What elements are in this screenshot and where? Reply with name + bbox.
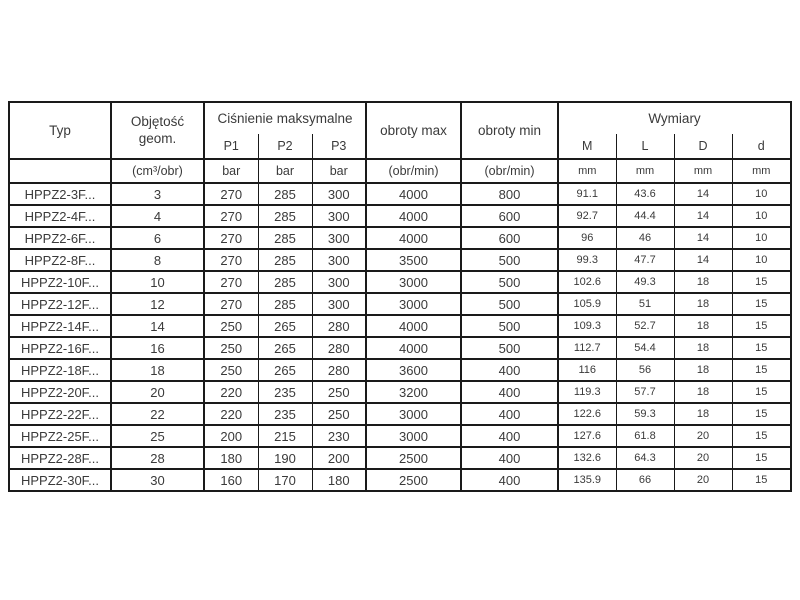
cell-dim-m: 119.3: [558, 381, 616, 403]
cell-dim-l: 54.4: [616, 337, 674, 359]
cell-objetosc-geom: 8: [111, 249, 204, 271]
cell-objetosc-geom: 6: [111, 227, 204, 249]
col-header-p2: P2: [258, 134, 312, 159]
unit-p2: bar: [258, 159, 312, 183]
cell-obroty-max: 3000: [366, 293, 461, 315]
table-row: [9, 337, 791, 359]
unit-dim-l: mm: [616, 159, 674, 183]
col-header-p3: P3: [312, 134, 366, 159]
cell-dim-m: 96: [558, 227, 616, 249]
cell-typ: HPPZ2-30F...: [9, 469, 111, 491]
cell-p3: 250: [312, 381, 366, 403]
table-row: [9, 403, 791, 425]
col-header-dim-d-small: d: [732, 134, 791, 159]
cell-obroty-max: 4000: [366, 205, 461, 227]
cell-dim-d-big: 20: [674, 447, 732, 469]
cell-dim-d-small: 10: [732, 205, 791, 227]
cell-dim-m: 112.7: [558, 337, 616, 359]
cell-dim-d-small: 15: [732, 359, 791, 381]
cell-dim-d-small: 15: [732, 425, 791, 447]
cell-p3: 300: [312, 227, 366, 249]
cell-dim-d-small: 10: [732, 249, 791, 271]
cell-typ: HPPZ2-12F...: [9, 293, 111, 315]
unit-dim-d-big: mm: [674, 159, 732, 183]
cell-p3: 200: [312, 447, 366, 469]
table-row: [9, 315, 791, 337]
col-header-cisnienie-maksymalne: Ciśnienie maksymalne: [204, 102, 366, 134]
cell-dim-d-big: 18: [674, 337, 732, 359]
table-row: [9, 293, 791, 315]
col-header-dim-l: L: [616, 134, 674, 159]
cell-dim-d-big: 18: [674, 359, 732, 381]
cell-dim-l: 44.4: [616, 205, 674, 227]
cell-p2: 170: [258, 469, 312, 491]
unit-objetosc: (cm³/obr): [111, 159, 204, 183]
cell-obroty-min: 600: [461, 205, 558, 227]
cell-dim-d-big: 18: [674, 271, 732, 293]
col-header-p1: P1: [204, 134, 258, 159]
cell-dim-m: 109.3: [558, 315, 616, 337]
cell-obroty-max: 4000: [366, 315, 461, 337]
cell-p3: 280: [312, 315, 366, 337]
cell-dim-l: 49.3: [616, 271, 674, 293]
cell-obroty-min: 500: [461, 249, 558, 271]
table-row: [9, 227, 791, 249]
table-row: [9, 271, 791, 293]
cell-dim-d-small: 15: [732, 381, 791, 403]
cell-dim-d-small: 15: [732, 447, 791, 469]
cell-p3: 230: [312, 425, 366, 447]
cell-p1: 270: [204, 205, 258, 227]
cell-p2: 285: [258, 205, 312, 227]
units-row: [9, 159, 791, 183]
cell-dim-l: 66: [616, 469, 674, 491]
cell-p1: 220: [204, 381, 258, 403]
cell-p1: 270: [204, 227, 258, 249]
cell-p1: 180: [204, 447, 258, 469]
table-header: [9, 102, 791, 183]
cell-dim-d-big: 14: [674, 227, 732, 249]
cell-dim-m: 102.6: [558, 271, 616, 293]
cell-p2: 265: [258, 337, 312, 359]
cell-objetosc-geom: 3: [111, 183, 204, 205]
cell-p1: 270: [204, 293, 258, 315]
cell-p1: 270: [204, 183, 258, 205]
cell-dim-m: 105.9: [558, 293, 616, 315]
header-row-groups: [9, 102, 791, 134]
cell-objetosc-geom: 14: [111, 315, 204, 337]
cell-dim-l: 47.7: [616, 249, 674, 271]
table-row: [9, 425, 791, 447]
cell-p2: 285: [258, 227, 312, 249]
table-row: [9, 447, 791, 469]
cell-dim-m: 127.6: [558, 425, 616, 447]
cell-dim-d-big: 18: [674, 403, 732, 425]
cell-obroty-max: 3600: [366, 359, 461, 381]
cell-dim-m: 132.6: [558, 447, 616, 469]
cell-dim-d-big: 18: [674, 293, 732, 315]
cell-obroty-min: 800: [461, 183, 558, 205]
cell-obroty-max: 4000: [366, 183, 461, 205]
cell-p2: 215: [258, 425, 312, 447]
unit-p1: bar: [204, 159, 258, 183]
cell-typ: HPPZ2-8F...: [9, 249, 111, 271]
cell-obroty-max: 3000: [366, 271, 461, 293]
cell-p1: 250: [204, 337, 258, 359]
table-row: [9, 205, 791, 227]
col-header-objetosc-geom: [111, 102, 204, 159]
cell-obroty-min: 400: [461, 403, 558, 425]
unit-typ: [9, 159, 111, 183]
col-header-obroty-min: obroty min: [461, 102, 558, 159]
cell-p2: 235: [258, 381, 312, 403]
cell-typ: HPPZ2-6F...: [9, 227, 111, 249]
cell-dim-d-big: 14: [674, 183, 732, 205]
cell-objetosc-geom: 20: [111, 381, 204, 403]
objetosc-line2: geom.: [138, 130, 177, 146]
cell-dim-d-small: 15: [732, 271, 791, 293]
cell-obroty-min: 600: [461, 227, 558, 249]
cell-p2: 285: [258, 249, 312, 271]
table-row: [9, 359, 791, 381]
cell-dim-l: 52.7: [616, 315, 674, 337]
col-header-obroty-max: obroty max: [366, 102, 461, 159]
cell-typ: HPPZ2-3F...: [9, 183, 111, 205]
cell-objetosc-geom: 25: [111, 425, 204, 447]
cell-obroty-min: 400: [461, 447, 558, 469]
pump-spec-table: [8, 101, 792, 492]
cell-p3: 300: [312, 249, 366, 271]
cell-dim-d-small: 15: [732, 315, 791, 337]
cell-dim-m: 92.7: [558, 205, 616, 227]
col-header-wymiary: Wymiary: [558, 102, 791, 134]
cell-p3: 180: [312, 469, 366, 491]
cell-dim-d-small: 15: [732, 337, 791, 359]
unit-p3: bar: [312, 159, 366, 183]
cell-objetosc-geom: 22: [111, 403, 204, 425]
cell-objetosc-geom: 16: [111, 337, 204, 359]
unit-obroty-max: (obr/min): [366, 159, 461, 183]
col-header-dim-d-big: D: [674, 134, 732, 159]
cell-dim-m: 91.1: [558, 183, 616, 205]
table-row: [9, 381, 791, 403]
cell-obroty-max: 3000: [366, 403, 461, 425]
cell-typ: HPPZ2-25F...: [9, 425, 111, 447]
cell-dim-d-big: 18: [674, 315, 732, 337]
cell-obroty-min: 500: [461, 271, 558, 293]
cell-obroty-max: 3200: [366, 381, 461, 403]
cell-p2: 265: [258, 315, 312, 337]
cell-objetosc-geom: 28: [111, 447, 204, 469]
cell-typ: HPPZ2-22F...: [9, 403, 111, 425]
cell-dim-d-small: 15: [732, 293, 791, 315]
cell-p2: 285: [258, 183, 312, 205]
cell-dim-d-big: 14: [674, 205, 732, 227]
cell-dim-d-big: 20: [674, 469, 732, 491]
cell-dim-d-big: 14: [674, 249, 732, 271]
cell-p3: 250: [312, 403, 366, 425]
cell-dim-l: 56: [616, 359, 674, 381]
cell-dim-l: 43.6: [616, 183, 674, 205]
cell-p2: 190: [258, 447, 312, 469]
cell-p3: 280: [312, 337, 366, 359]
cell-dim-l: 51: [616, 293, 674, 315]
cell-p1: 160: [204, 469, 258, 491]
cell-p2: 265: [258, 359, 312, 381]
cell-dim-m: 135.9: [558, 469, 616, 491]
cell-dim-l: 61.8: [616, 425, 674, 447]
cell-obroty-max: 4000: [366, 337, 461, 359]
cell-obroty-min: 400: [461, 381, 558, 403]
cell-dim-m: 116: [558, 359, 616, 381]
cell-p1: 270: [204, 271, 258, 293]
cell-dim-l: 59.3: [616, 403, 674, 425]
cell-dim-m: 122.6: [558, 403, 616, 425]
table-row: [9, 249, 791, 271]
cell-p3: 300: [312, 271, 366, 293]
unit-dim-d-small: mm: [732, 159, 791, 183]
cell-dim-d-small: 10: [732, 227, 791, 249]
cell-p1: 270: [204, 249, 258, 271]
cell-obroty-min: 400: [461, 425, 558, 447]
cell-obroty-min: 500: [461, 337, 558, 359]
cell-obroty-max: 3500: [366, 249, 461, 271]
cell-p3: 280: [312, 359, 366, 381]
cell-dim-l: 57.7: [616, 381, 674, 403]
cell-objetosc-geom: 18: [111, 359, 204, 381]
cell-obroty-min: 400: [461, 469, 558, 491]
cell-dim-l: 46: [616, 227, 674, 249]
col-header-typ: Typ: [9, 102, 111, 159]
cell-typ: HPPZ2-18F...: [9, 359, 111, 381]
cell-dim-d-small: 15: [732, 469, 791, 491]
cell-p2: 285: [258, 293, 312, 315]
cell-typ: HPPZ2-16F...: [9, 337, 111, 359]
unit-obroty-min: (obr/min): [461, 159, 558, 183]
cell-typ: HPPZ2-4F...: [9, 205, 111, 227]
cell-obroty-max: 2500: [366, 469, 461, 491]
cell-objetosc-geom: 4: [111, 205, 204, 227]
objetosc-line1: Objętość: [130, 113, 185, 129]
cell-p1: 250: [204, 315, 258, 337]
cell-objetosc-geom: 12: [111, 293, 204, 315]
cell-objetosc-geom: 10: [111, 271, 204, 293]
cell-obroty-min: 400: [461, 359, 558, 381]
cell-p1: 200: [204, 425, 258, 447]
cell-objetosc-geom: 30: [111, 469, 204, 491]
cell-obroty-min: 500: [461, 293, 558, 315]
cell-dim-m: 99.3: [558, 249, 616, 271]
cell-typ: HPPZ2-10F...: [9, 271, 111, 293]
cell-dim-d-big: 20: [674, 425, 732, 447]
cell-p2: 235: [258, 403, 312, 425]
cell-obroty-max: 3000: [366, 425, 461, 447]
cell-obroty-max: 4000: [366, 227, 461, 249]
cell-p2: 285: [258, 271, 312, 293]
cell-p3: 300: [312, 205, 366, 227]
unit-dim-m: mm: [558, 159, 616, 183]
col-header-dim-m: M: [558, 134, 616, 159]
cell-typ: HPPZ2-14F...: [9, 315, 111, 337]
table-row: [9, 469, 791, 491]
table-body: [9, 183, 791, 491]
cell-typ: HPPZ2-28F...: [9, 447, 111, 469]
cell-obroty-min: 500: [461, 315, 558, 337]
cell-dim-d-small: 15: [732, 403, 791, 425]
cell-p3: 300: [312, 183, 366, 205]
cell-dim-d-small: 10: [732, 183, 791, 205]
cell-p1: 250: [204, 359, 258, 381]
table-row: [9, 183, 791, 205]
cell-p1: 220: [204, 403, 258, 425]
cell-typ: HPPZ2-20F...: [9, 381, 111, 403]
cell-dim-d-big: 18: [674, 381, 732, 403]
cell-obroty-max: 2500: [366, 447, 461, 469]
cell-p3: 300: [312, 293, 366, 315]
cell-dim-l: 64.3: [616, 447, 674, 469]
